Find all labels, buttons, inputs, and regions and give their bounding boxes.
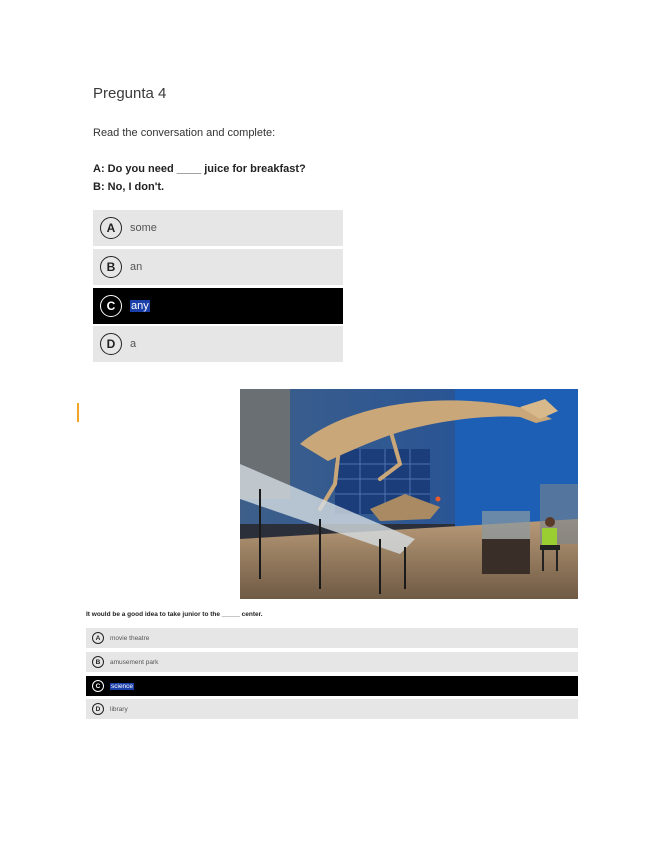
- option-letter-circle: D: [92, 703, 104, 715]
- option-d[interactable]: [93, 326, 343, 362]
- option-c-selected[interactable]: [93, 288, 343, 324]
- option-label: amusement park: [110, 658, 159, 666]
- option-letter-circle: C: [100, 295, 122, 317]
- option-a[interactable]: [93, 210, 343, 246]
- question-title: Pregunta 4: [93, 85, 167, 102]
- option-letter-circle: B: [100, 256, 122, 278]
- text-cursor-marker: [77, 403, 79, 422]
- museum-dinosaur-photo: [240, 389, 578, 599]
- option-label: any: [131, 300, 149, 312]
- conversation-line-b: B: No, I don't.: [93, 181, 165, 193]
- question-text: It would be a good idea to take junior to the _____ center.: [86, 611, 263, 618]
- option-b[interactable]: [86, 652, 578, 672]
- option-c-selected[interactable]: [86, 676, 578, 696]
- option-label: science: [111, 682, 134, 690]
- option-label: library: [110, 705, 128, 713]
- option-letter-circle: A: [100, 217, 122, 239]
- conversation-line-a: A: Do you need ____ juice for breakfast?: [93, 163, 306, 175]
- option-letter-circle: D: [100, 333, 122, 355]
- option-label: some: [130, 222, 157, 234]
- option-d[interactable]: [86, 699, 578, 719]
- option-letter-circle: A: [92, 632, 104, 644]
- question-instruction: Read the conversation and complete:: [93, 127, 276, 139]
- option-letter-circle: B: [92, 656, 104, 668]
- option-label: a: [130, 338, 137, 350]
- option-label: an: [130, 261, 143, 273]
- option-letter-circle: C: [92, 680, 104, 692]
- option-a[interactable]: [86, 628, 578, 648]
- option-b[interactable]: [93, 249, 343, 285]
- option-label: movie theatre: [110, 634, 150, 642]
